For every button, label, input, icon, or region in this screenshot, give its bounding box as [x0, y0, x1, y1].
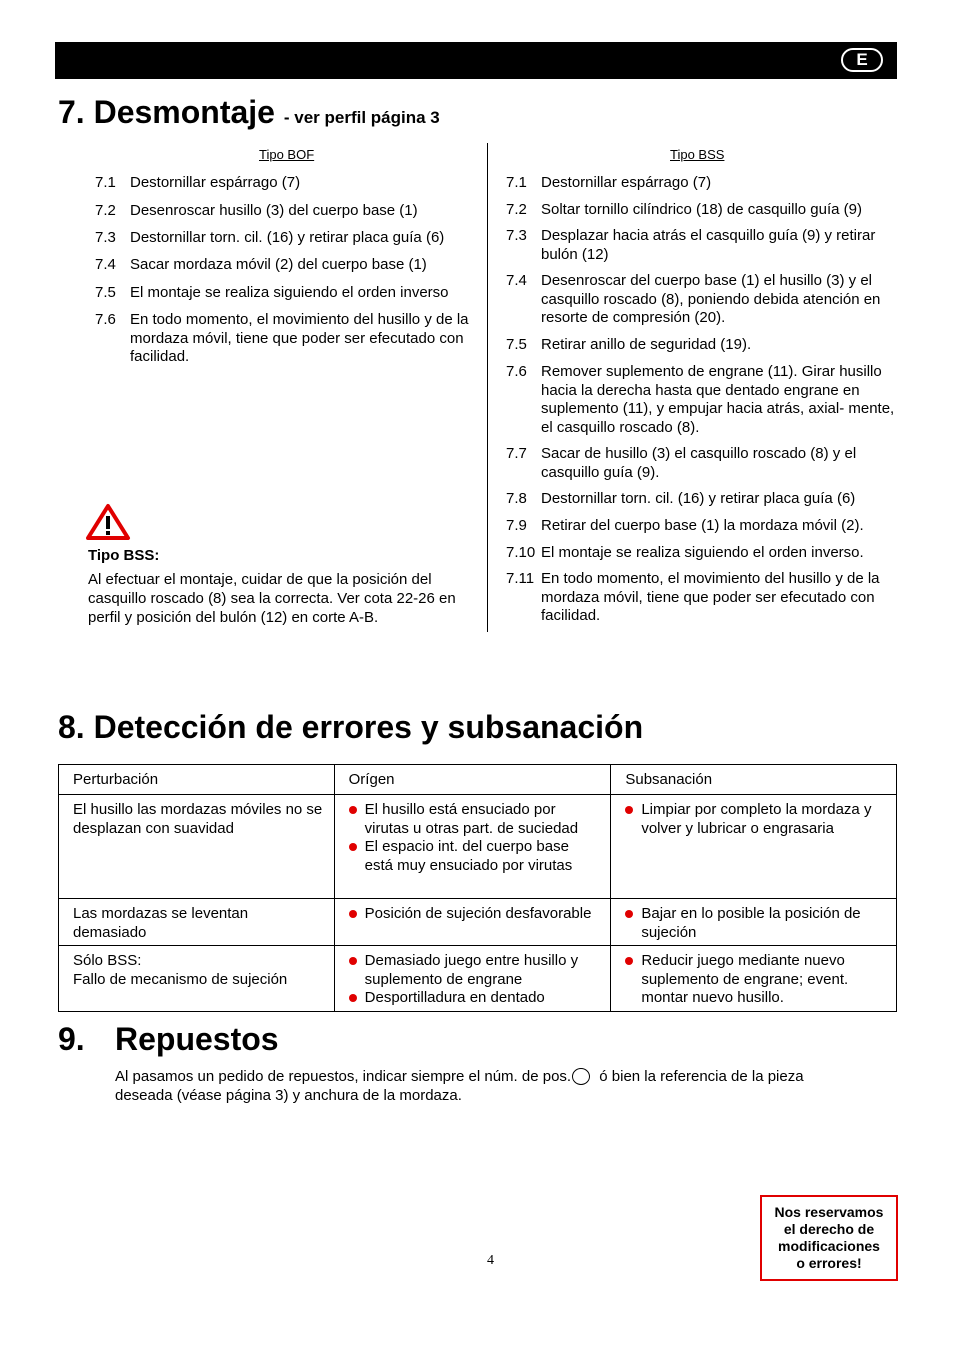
bullet-icon: [349, 806, 357, 814]
item-number: 7.6: [95, 311, 116, 328]
bullet-icon: [349, 994, 357, 1002]
item-number: 7.7: [506, 445, 527, 462]
bullet-item: [349, 952, 601, 989]
note-text: Al efectuar el montaje, cuidar de que la posición del casquillo roscado (8) sea la correcta. Ver cota 22-26 en perfil y posición del bulón (12) en corte A-B.: [88, 571, 456, 626]
item-number: 7.1: [506, 174, 527, 191]
item-text: Retirar del cuerpo base (1) la mordaza móvil (2).: [541, 517, 864, 534]
item-number: 7.2: [506, 201, 527, 218]
table-row: [59, 946, 897, 1012]
item-text: Retirar anillo de seguridad (19).: [541, 336, 752, 353]
bullet-text: El husillo está ensuciado por virutas u otras part. de suciedad: [364, 801, 579, 837]
bullet-item: [625, 801, 886, 838]
disclaimer-stamp: [760, 1195, 898, 1281]
bullet-item: [625, 952, 886, 1008]
item-text: Soltar tornillo cilíndrico (18) de casquillo guía (9): [541, 201, 862, 218]
item-text: Desplazar hacia atrás el casquillo guía (9) y retirar bulón (12): [541, 227, 876, 263]
item-text: Destornillar espárrago (7): [541, 174, 712, 191]
bullet-icon: [625, 910, 633, 918]
item-number: 7.9: [506, 517, 527, 534]
bullet-item: [349, 801, 601, 838]
item-number: 7.2: [95, 202, 116, 219]
header-bar: [55, 42, 897, 79]
warning-icon: [85, 503, 131, 546]
stamp-line: o errores!: [796, 1255, 862, 1271]
bof-heading: Tipo BOF: [259, 147, 315, 162]
troubleshooting-table: [58, 764, 897, 1012]
section-9-number: 9.: [58, 1021, 85, 1057]
item-number: 7.3: [506, 227, 527, 244]
item-text: En todo momento, el movimiento del husillo y de la mordaza móvil, tiene que poder ser efecutado con facilidad.: [130, 311, 469, 365]
item-number: 7.10: [506, 544, 536, 561]
table-header-row: [59, 765, 897, 795]
item-text: Destornillar espárrago (7): [130, 174, 301, 191]
bullet-icon: [349, 843, 357, 851]
problem-cell: El husillo las mordazas móviles no se desplazan con suavidad: [59, 795, 335, 899]
position-circle-icon: [572, 1068, 590, 1085]
item-text: Sacar mordaza móvil (2) del cuerpo base (1): [130, 256, 427, 273]
item-number: 7.4: [506, 272, 527, 289]
bullet-icon: [625, 957, 633, 965]
item-text: Desenroscar del cuerpo base (1) el husillo (3) y el casquillo roscado (8), poniendo debida atención en resorte de compresión (20).: [541, 272, 881, 326]
fix-cell: [611, 946, 897, 1012]
item-text: Desenroscar husillo (3) del cuerpo base (1): [130, 202, 418, 219]
section-9-title: Repuestos: [115, 1021, 279, 1057]
cause-cell: [334, 899, 611, 946]
item-number: 7.5: [95, 284, 116, 301]
bullet-text: Desportilladura en dentado: [364, 989, 545, 1006]
problem-line: Fallo de mecanismo de sujeción: [73, 970, 288, 988]
bullet-icon: [349, 957, 357, 965]
item-text: Destornillar torn. cil. (16) y retirar placa guía (6): [130, 229, 445, 246]
parts-instructions: [115, 1067, 815, 1105]
fix-cell: [611, 795, 897, 899]
bullet-text: Posición de sujeción desfavorable: [364, 905, 592, 922]
stamp-line: modificaciones: [778, 1238, 880, 1254]
item-number: 7.3: [95, 229, 116, 246]
item-text: Remover suplemento de engrane (11). Girar husillo hacia la derecha hasta que dentado engrane en suplemento (11), y empujar hacia atrás, axial- mente, el casquillo roscado (8).: [541, 363, 895, 436]
problem-cell: [59, 946, 335, 1012]
parts-text-b: ó bien la referencia de la pieza deseada (véase página 3) y anchura de la mordaza.: [115, 1068, 804, 1104]
item-text: En todo momento, el movimiento del husillo y de la mordaza móvil, tiene que poder ser efecutado con facilidad.: [541, 570, 880, 624]
parts-text-a: Al pasamos un pedido de repuestos, indicar siempre el núm. de pos.: [115, 1068, 572, 1085]
column-header: Orígen: [334, 765, 611, 795]
column-header: Perturbación: [59, 765, 335, 795]
bullet-text: Bajar en lo posible la posición de sujeción: [641, 905, 861, 941]
item-number: 7.1: [95, 174, 116, 191]
note-title: Tipo BSS:: [88, 547, 160, 564]
bullet-item: [625, 905, 886, 942]
bullet-item: [349, 989, 601, 1008]
language-badge: E: [841, 48, 883, 72]
item-number: 7.4: [95, 256, 116, 273]
section-7-title: 7. Desmontaje: [58, 94, 275, 130]
bullet-text: Limpiar por completo la mordaza y volver y lubricar o engrasaria: [641, 801, 872, 837]
section-8-title: 8. Detección de errores y subsanación: [58, 709, 644, 745]
section-7-heading: [58, 94, 440, 136]
bullet-item: [349, 905, 601, 924]
section-7-subtitle: - ver perfil página 3: [283, 108, 440, 127]
item-text: Sacar de husillo (3) el casquillo roscado (8) y el casquillo guía (9).: [541, 445, 857, 481]
cause-cell: [334, 795, 611, 899]
bss-heading: Tipo BSS: [670, 147, 725, 162]
problem-line: Sólo BSS:: [73, 952, 142, 969]
bullet-item: [349, 838, 601, 875]
bullet-text: Reducir juego mediante nuevo suplemento de engrane; event. montar nuevo husillo.: [641, 952, 849, 1006]
item-number: 7.11: [506, 570, 535, 587]
item-text: El montaje se realiza siguiendo el orden inverso: [130, 284, 449, 301]
table-row: [59, 899, 897, 946]
column-divider: [487, 143, 488, 632]
table-row: [59, 795, 897, 899]
item-text: Destornillar torn. cil. (16) y retirar placa guía (6): [541, 490, 856, 507]
bullet-icon: [349, 910, 357, 918]
bullet-text: El espacio int. del cuerpo base está muy ensuciado por virutas: [364, 838, 573, 874]
stamp-line: Nos reservamos: [774, 1204, 884, 1220]
bullet-icon: [625, 806, 633, 814]
fix-cell: [611, 899, 897, 946]
stamp-line: el derecho de: [783, 1221, 875, 1237]
cause-cell: [334, 946, 611, 1012]
bullet-text: Demasiado juego entre husillo y suplemento de engrane: [364, 952, 579, 988]
problem-cell: Las mordazas se leventan demasiado: [59, 899, 335, 946]
item-number: 7.5: [506, 336, 527, 353]
item-number: 7.6: [506, 363, 527, 380]
page-number: 4: [487, 1253, 494, 1268]
item-number: 7.8: [506, 490, 527, 507]
item-text: El montaje se realiza siguiendo el orden inverso.: [541, 544, 864, 561]
column-header: Subsanación: [611, 765, 897, 795]
